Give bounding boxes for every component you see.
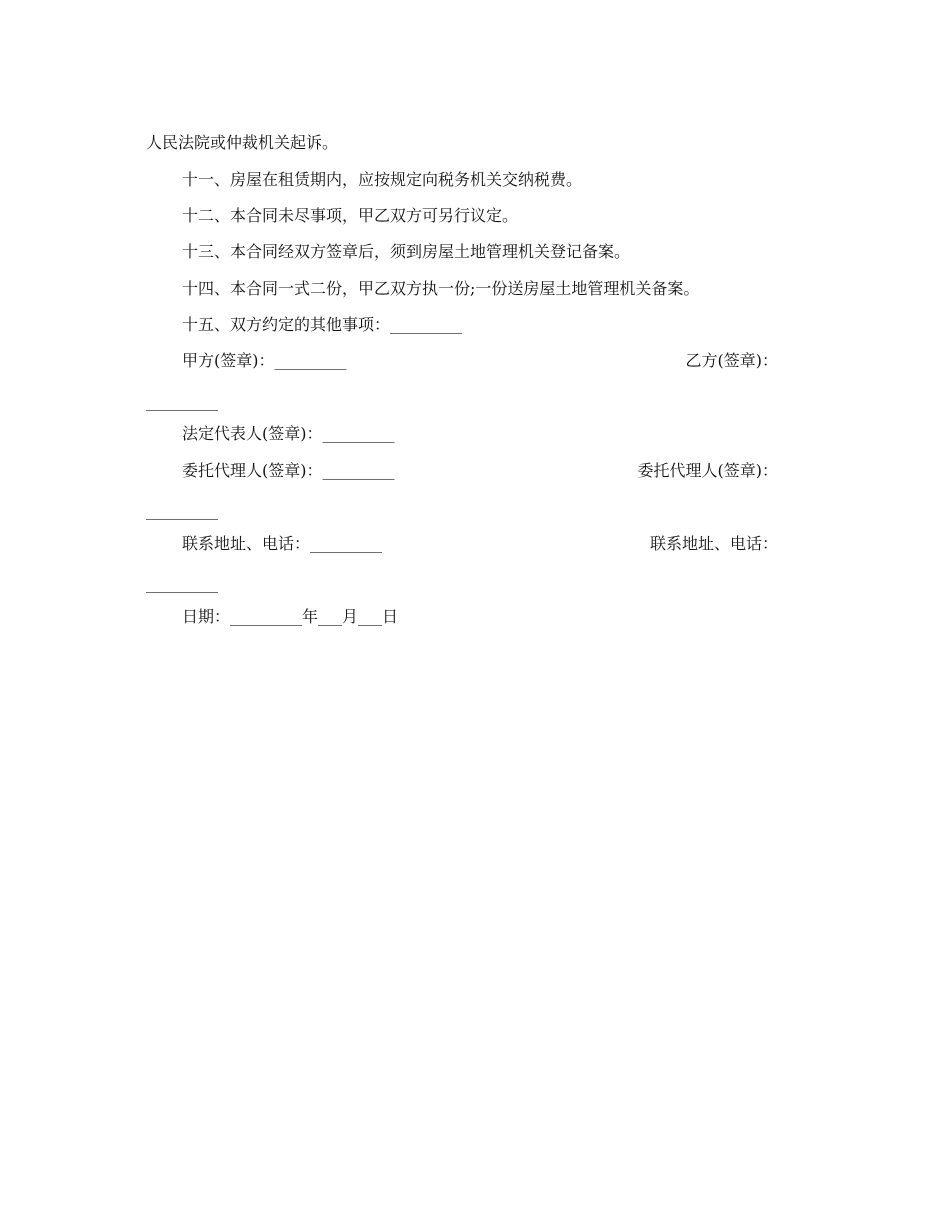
contact-b: 联系地址、电话： [649, 534, 778, 553]
date-line: 日期：_________年___月___日 [182, 607, 399, 626]
clause-15: 十五、双方约定的其他事项：_________ [182, 315, 463, 334]
agent-a-signature: 委托代理人(签章)：_________ [182, 461, 395, 480]
party-b-signature: 乙方(签章)： [685, 351, 778, 370]
contact-a: 联系地址、电话：_________ [182, 534, 383, 553]
legal-representative-signature: 法定代表人(签章)：_________ [182, 424, 395, 443]
party-a-signature: 甲方(签章)：_________ [182, 351, 347, 370]
clause-13: 十三、本合同经双方签章后，须到房屋土地管理机关登记备案。 [182, 242, 631, 261]
clause-11: 十一、房屋在租赁期内，应按规定向税务机关交纳税费。 [182, 170, 583, 189]
paragraph-continuation: 人民法院或仲裁机关起诉。 [146, 133, 339, 152]
agent-b-signature: 委托代理人(签章)： [637, 461, 778, 480]
clause-14: 十四、本合同一式二份，甲乙双方执一份;一份送房屋土地管理机关备案。 [182, 279, 700, 298]
contact-b-blank: _________ [146, 574, 218, 593]
agent-b-signature-blank: _________ [146, 501, 218, 520]
clause-12: 十二、本合同未尽事项，甲乙双方可另行议定。 [182, 206, 519, 225]
party-b-signature-blank: _________ [146, 392, 218, 411]
